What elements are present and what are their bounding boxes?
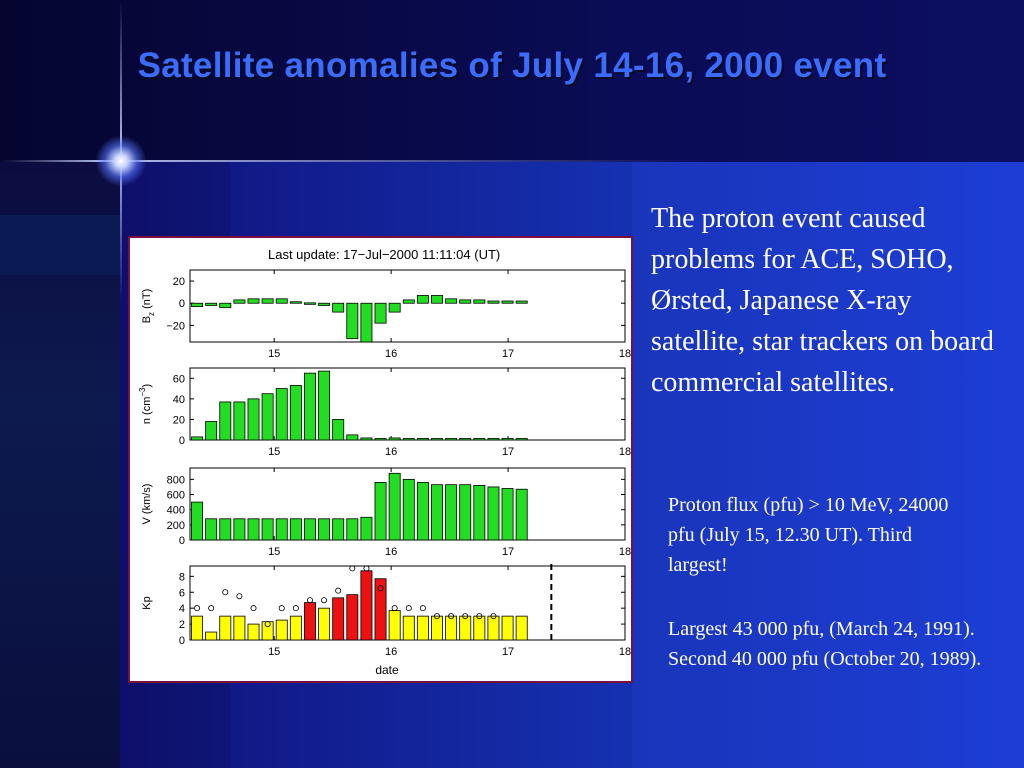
y-tick-label-kp: 6	[178, 587, 185, 600]
bar-n	[290, 385, 301, 440]
kp-marker	[364, 566, 369, 571]
chart-frame	[128, 236, 633, 683]
bar-n	[206, 421, 217, 440]
bar-v	[234, 519, 245, 540]
proton-flux-text: Proton flux (pfu) > 10 MeV, 24000 pfu (July 15, 12.30 UT). Third largest!	[668, 494, 949, 576]
bar-v	[192, 502, 203, 540]
bar-v	[206, 519, 217, 540]
bar-bz	[417, 295, 428, 303]
x-tick-label-n: 17	[501, 446, 515, 458]
bar-kp	[319, 608, 330, 640]
lens-flare	[96, 136, 146, 186]
bar-kp	[375, 579, 386, 640]
multi-panel-chart	[130, 238, 631, 681]
x-tick-label-bz: 16	[385, 348, 398, 360]
bar-v	[248, 519, 259, 540]
largest-events-text: Largest 43 000 pfu, (March 24, 1991). Second 40 000 pfu (October 20, 1989).	[668, 618, 982, 670]
y-tick-label-kp: 2	[178, 619, 185, 632]
main-text: The proton event caused problems for ACE, SOHO, Ørsted, Japanese X-ray satellite, star trackers on board commercial satellites.	[651, 203, 994, 398]
bar-bz	[347, 303, 358, 338]
x-tick-label-v: 16	[385, 546, 398, 558]
bar-n	[220, 402, 231, 440]
x-axis-label: date	[375, 663, 399, 677]
bar-bz	[262, 299, 273, 303]
bar-kp	[234, 616, 245, 640]
bar-kp	[516, 616, 527, 640]
kp-marker	[279, 606, 284, 611]
bar-bz	[333, 303, 344, 312]
y-tick-label-bz: −20	[166, 320, 185, 333]
x-tick-label-bz: 17	[501, 348, 515, 360]
x-tick-label-kp: 16	[385, 646, 398, 658]
bar-kp	[474, 616, 485, 640]
bar-n	[347, 435, 358, 440]
kp-marker	[223, 590, 228, 595]
bar-kp	[417, 616, 428, 640]
bar-n	[319, 371, 330, 440]
kp-marker	[209, 606, 214, 611]
bar-v	[220, 519, 231, 540]
bar-n	[417, 439, 428, 441]
bar-v	[431, 485, 442, 540]
bar-kp	[361, 571, 372, 640]
bar-n	[304, 373, 315, 440]
y-tick-label-kp: 0	[178, 635, 185, 647]
bar-bz	[389, 303, 400, 312]
y-tick-label-kp: 4	[178, 603, 185, 616]
x-tick-label-bz: 18	[618, 348, 631, 360]
kp-marker	[392, 606, 397, 611]
y-tick-label-n: 60	[172, 373, 185, 386]
bar-n	[403, 439, 414, 441]
bar-n	[276, 389, 287, 440]
x-tick-label-kp: 18	[618, 646, 631, 658]
bar-bz	[319, 303, 330, 305]
bar-n	[375, 439, 386, 441]
x-tick-label-kp: 17	[501, 646, 515, 658]
kp-marker	[350, 566, 355, 571]
y-axis-label-kp: Kp	[141, 596, 153, 610]
bar-bz	[474, 300, 485, 303]
bar-bz	[276, 299, 287, 303]
bar-bz	[460, 300, 471, 303]
bar-n	[474, 439, 485, 441]
bar-v	[460, 485, 471, 540]
y-tick-label-bz: 20	[172, 276, 185, 289]
bar-v	[290, 519, 301, 540]
bar-bz	[192, 303, 203, 306]
x-tick-label-v: 15	[268, 546, 281, 558]
kp-marker	[293, 606, 298, 611]
y-axis-label-n: n $(cm^{-3})$	[138, 383, 153, 425]
kp-marker	[420, 606, 425, 611]
kp-marker	[406, 606, 411, 611]
y-tick-label-v: 800	[166, 474, 185, 487]
bar-v	[516, 489, 527, 540]
bar-bz	[248, 299, 259, 303]
y-tick-label-v: 600	[166, 489, 185, 502]
x-tick-label-n: 18	[618, 446, 631, 458]
bar-kp	[206, 632, 217, 640]
bar-v	[361, 517, 372, 540]
kp-marker	[237, 594, 242, 599]
bar-v	[389, 473, 400, 540]
bar-bz	[220, 303, 231, 307]
bar-bz	[361, 303, 372, 342]
x-tick-label-kp: 15	[268, 646, 281, 658]
bar-kp	[389, 611, 400, 640]
bar-bz	[304, 303, 315, 305]
left-band-accent	[0, 215, 120, 275]
bar-n	[192, 437, 203, 440]
x-tick-label-n: 15	[268, 446, 281, 458]
y-tick-label-n: 20	[172, 414, 185, 427]
y-tick-label-v: 400	[166, 504, 185, 517]
x-tick-label-v: 17	[501, 546, 515, 558]
bar-n	[389, 438, 400, 440]
bar-bz	[502, 301, 513, 303]
bar-n	[516, 439, 527, 441]
bar-n	[502, 439, 513, 441]
bar-kp	[192, 616, 203, 640]
y-tick-label-bz: 0	[178, 298, 185, 311]
kp-marker	[251, 606, 256, 611]
bar-n	[262, 394, 273, 440]
bar-n	[431, 439, 442, 441]
bar-n	[248, 399, 259, 440]
bar-n	[333, 419, 344, 440]
bar-kp	[248, 624, 259, 640]
bar-kp	[403, 616, 414, 640]
bar-kp	[460, 616, 471, 640]
bar-v	[262, 519, 273, 540]
bar-n	[460, 439, 471, 441]
bar-v	[417, 482, 428, 540]
bar-v	[319, 519, 330, 540]
kp-marker	[194, 606, 199, 611]
bar-v	[347, 519, 358, 540]
kp-marker	[321, 598, 326, 603]
bar-v	[375, 482, 386, 540]
bar-kp	[347, 595, 358, 640]
y-tick-label-kp: 8	[178, 571, 185, 584]
bar-kp	[488, 616, 499, 640]
y-tick-label-n: 0	[178, 435, 185, 447]
y-axis-label-bz: $B_z$ (nT)	[141, 288, 156, 324]
bar-n	[361, 438, 372, 440]
bar-bz	[206, 303, 217, 305]
bar-v	[403, 479, 414, 540]
panel-frame-bz	[190, 270, 625, 342]
bar-kp	[290, 616, 301, 640]
x-tick-label-bz: 15	[268, 348, 281, 360]
bar-bz	[403, 300, 414, 303]
bar-bz	[516, 301, 527, 303]
bar-bz	[375, 303, 386, 323]
bar-kp	[276, 620, 287, 640]
chart-title: Last update: 17−Jul−2000 11:11:04 (UT)	[268, 247, 501, 262]
bar-n	[446, 439, 457, 441]
kp-marker	[307, 598, 312, 603]
bar-kp	[431, 616, 442, 640]
y-tick-label-v: 200	[166, 519, 185, 532]
bar-bz	[234, 300, 245, 303]
x-tick-label-v: 18	[618, 546, 631, 558]
y-tick-label-v: 0	[178, 535, 185, 547]
bar-bz	[290, 302, 301, 304]
bar-v	[474, 485, 485, 540]
bar-v	[488, 487, 499, 540]
y-axis-label-v: V (km/s)	[141, 483, 153, 525]
bar-kp	[220, 616, 231, 640]
bar-kp	[262, 622, 273, 640]
bar-n	[234, 402, 245, 440]
bar-bz	[488, 301, 499, 303]
bar-v	[502, 488, 513, 540]
kp-marker	[336, 588, 341, 593]
bar-bz	[431, 295, 442, 303]
bar-kp	[304, 603, 315, 640]
bar-kp	[446, 616, 457, 640]
bar-v	[276, 519, 287, 540]
slide-title: Satellite anomalies of July 14-16, 2000 event	[137, 46, 887, 85]
bar-kp	[333, 598, 344, 640]
x-tick-label-n: 16	[385, 446, 398, 458]
y-tick-label-n: 40	[172, 393, 185, 406]
bar-v	[304, 519, 315, 540]
bar-bz	[446, 299, 457, 303]
bar-v	[333, 519, 344, 540]
bar-kp	[502, 616, 513, 640]
bar-n	[488, 439, 499, 441]
bar-v	[446, 485, 457, 540]
